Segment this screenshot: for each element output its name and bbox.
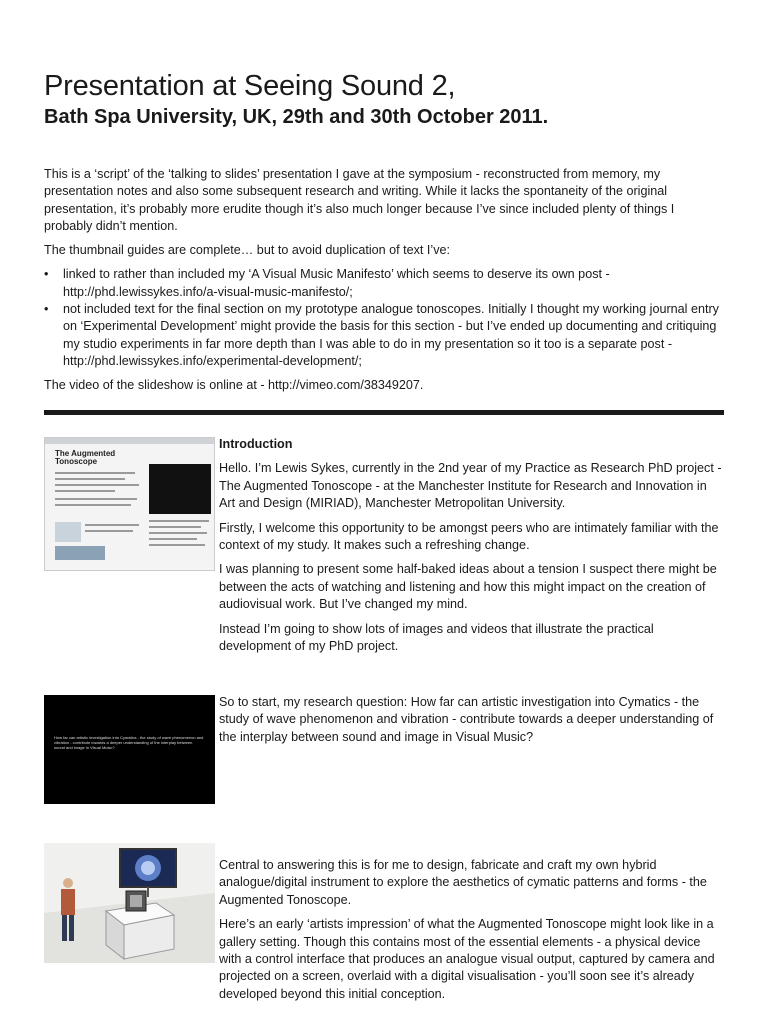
augmented-tonoscope-section [219,857,724,1010]
text-line [55,498,137,500]
website-image [55,522,81,542]
website-image [55,546,105,560]
intro-section [44,166,724,402]
text-line [149,538,197,540]
research-question-slide-thumbnail [44,695,215,804]
text-line [85,530,133,532]
intro-paragraph: The thumbnail guides are complete… but to avoid duplication of text I’ve: [44,243,451,258]
website-thumbnail [44,437,215,571]
body-paragraph: Here’s an early ‘artists impression’ of what the Augmented Tonoscope might look like in a gallery setting. Though this contains most of the essential elements - a physical device with a control interface that produces an analogue visual output, captured by camera and projected on a screen, overlaid with a digital visualisation - you’ll soon see it’s already developed beyond this initial conception. [219,917,715,1001]
text-line [55,478,125,480]
page-subtitle: Bath Spa University, UK, 29th and 30th October 2011. [44,106,549,128]
body-paragraph: Instead I’m going to show lots of images and videos that illustrate the practical development of my PhD project. [219,621,654,654]
gallery-impression-thumbnail [44,843,215,963]
text-line [55,490,115,492]
body-paragraph: So to start, my research question: How far can artistic investigation into Cymatics - the study of wave phenomenon and vibration - contribute towards a deeper understanding of the interplay between sound and image in Visual Music? [219,695,714,744]
text-line [149,520,209,522]
list-item: • not included text for the final section on my prototype analogue tonoscopes. Initially I thought my working journal entry on ‘Experimental Development’ might provide the basis for this section - but I’ve ended up documenting and critiquing my studio experiments in far more depth than I was able to do in my presentation so it too is a separate post - http://phd.lewissykes.info/experimental-development/; [44,301,724,370]
slide-text: How far can artistic investigation into Cymatics - the study of wave phenomenon and vibration - contribute towards a deeper understanding of the interplay between sound and image in Visual Music? [54,735,204,750]
intro-bullet-list [44,266,724,370]
website-dark-panel [149,464,211,514]
body-paragraph: I was planning to present some half-baked ideas about a tension I suspect there might be between the acts of watching and listening and how this might impact on the creation of audiovisual work. But I’ve changed my mind. [219,562,717,612]
text-line [85,524,139,526]
gallery-sketch-image [44,843,215,963]
intro-paragraph: This is a ‘script’ of the ‘talking to slides’ presentation I gave at the symposium - reconstructed from memory, my presentation notes and also some subsequent research and writing. While it lacks the spontaneity of the original presentation, it’s probably more erudite though it’s also much longer because I’ve since included plenty of things I probably didn’t mention. [44,167,675,233]
text-line [149,544,205,546]
introduction-section [219,436,724,662]
research-question-section [219,694,724,753]
text-line [55,472,135,474]
body-paragraph: Hello. I’m Lewis Sykes, currently in the 2nd year of my Practice as Research PhD project - The Augmented Tonoscope - at the Manchester Institute for Research and Innovation in Art and Design (MIRIAD), Manchester Metropolitan University. [219,461,722,511]
website-thumbnail-title: The Augmented Tonoscope [55,449,116,466]
section-divider [44,410,724,415]
section-heading: Introduction [219,437,293,451]
text-line [149,526,201,528]
text-line [149,532,207,534]
list-item: • linked to rather than included my ‘A Visual Music Manifesto’ which seems to deserve its own post - http://phd.lewissykes.info/a-visual-music-manifesto/; [44,266,724,301]
page-title: Presentation at Seeing Sound 2, [44,70,456,102]
body-paragraph: Firstly, I welcome this opportunity to be amongst peers who are intimately familiar with the context of my study. It makes such a refreshing change. [219,520,719,553]
text-line [55,484,139,486]
body-paragraph: Central to answering this is for me to design, fabricate and craft my own hybrid analogue/digital instrument to explore the aesthetics of cymatic patterns and forms - the Augmented Tonoscope. [219,858,707,907]
intro-paragraph: The video of the slideshow is online at - http://vimeo.com/38349207. [44,378,424,393]
browser-bar [45,438,214,444]
text-line [55,504,131,506]
